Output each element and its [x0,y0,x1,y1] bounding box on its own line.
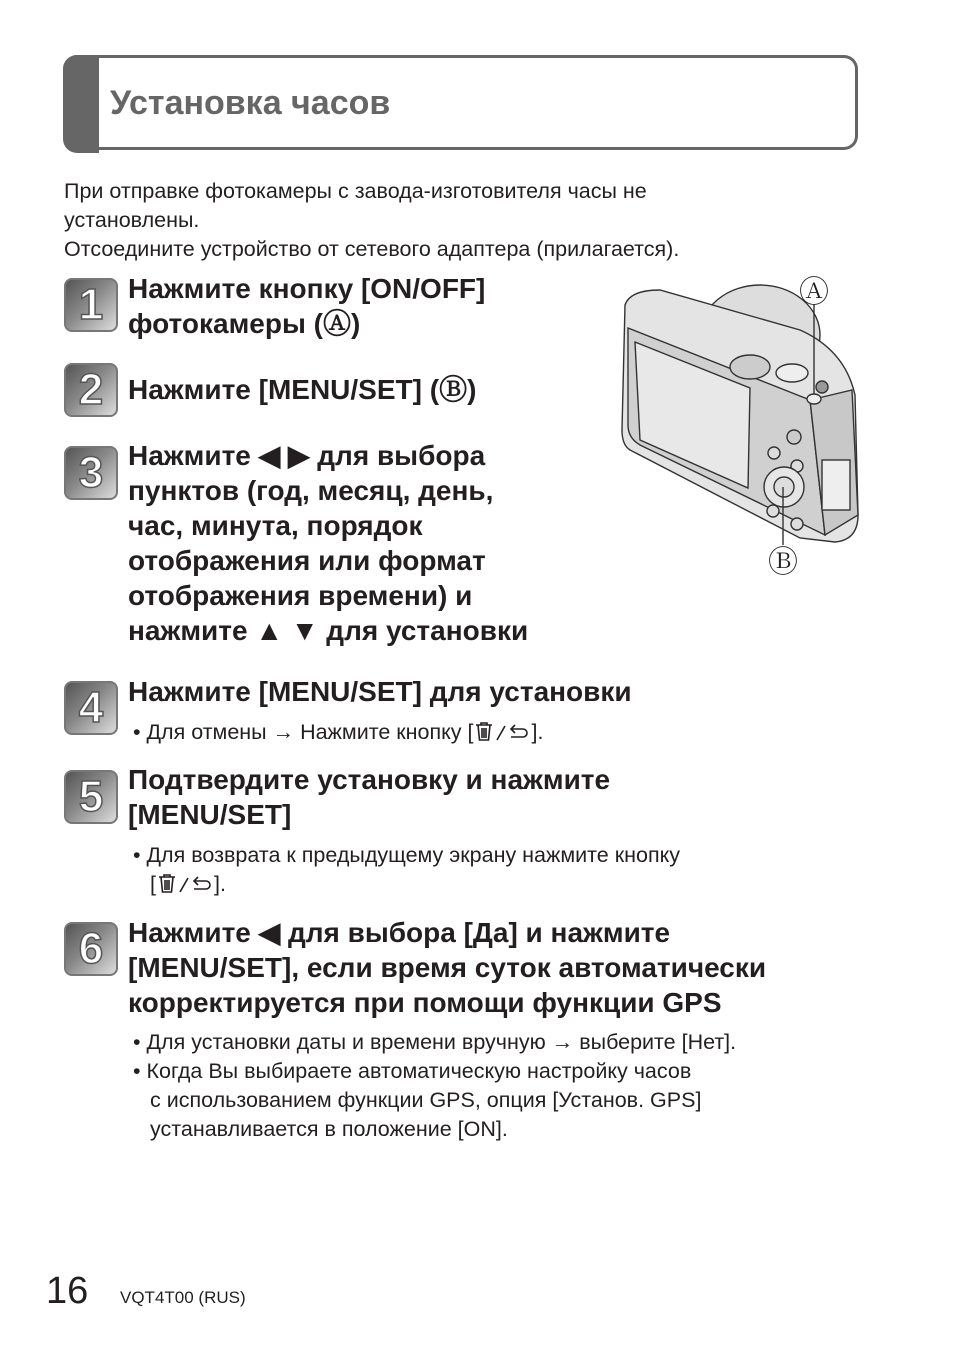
step-line: Нажмите кнопку [ON/OFF] [128,273,486,304]
bullet-text: • Для возврата к предыдущему экрану нажмите кнопку [133,843,680,867]
step-number: 1 [78,280,104,329]
step-3-heading [128,438,528,648]
page-title: Установка часов [110,84,391,122]
intro-line: Отсоедините устройство от сетевого адаптера (прилагается). [64,237,680,261]
step-line: пунктов (год, месяц, день, [128,475,494,506]
camera-illustration [600,270,880,580]
label-a: Ⓐ [799,275,829,310]
label-b: Ⓑ [768,545,798,580]
bullet-text: • Когда Вы выбираете автоматическую настройку часов [133,1059,692,1083]
step-line: нажмите ▲ ▼ для установки [128,615,529,646]
step-number: 6 [78,924,104,973]
step-5-heading [128,762,610,832]
step-line: Нажмите [MENU/SET] (Ⓑ) [128,374,477,405]
step-line: Нажмите ◀ ▶ для выбора [128,440,486,471]
step-4-badge [64,681,118,735]
bullet-text: с использованием функции GPS, опция [Установ. GPS] [150,1088,702,1112]
step-1-badge [64,278,118,332]
step-line: корректируется при помощи функции GPS [128,987,722,1018]
step-line: отображения или формат [128,545,486,576]
step-1-heading [128,271,485,341]
page-number: 16 [46,1270,89,1312]
step-2-badge [64,363,118,417]
step-6-heading [128,915,766,1020]
step-2-heading [128,372,476,407]
step-5-notes [133,841,680,899]
step-line: Нажмите [MENU/SET] для установки [128,676,632,707]
step-line: Нажмите ◀ для выбора [Да] и нажмите [128,917,671,948]
step-5-badge [64,770,118,824]
delete-return-icon [473,720,531,742]
step-3-badge [64,446,118,500]
step-number: 3 [78,448,104,497]
step-number: 2 [78,365,104,414]
document-code: VQT4T00 (RUS) [120,1288,246,1307]
step-number: 4 [78,683,104,732]
step-6-badge [64,922,118,976]
step-line: Подтвердите установку и нажмите [128,764,611,795]
step-4-notes [133,718,543,747]
step-line: фотокамеры (Ⓐ) [128,308,361,339]
step-line: час, минута, порядок [128,510,423,541]
bullet-text: [ [150,872,156,896]
step-line: [MENU/SET] [128,799,292,830]
intro-text [64,177,864,264]
delete-return-icon [156,872,214,894]
bullet-text: • Для установки даты и времени вручную → выберите [Нет]. [133,1030,737,1054]
bullet-text: устанавливается в положение [ON]. [150,1117,508,1141]
step-line: отображения времени) и [128,580,473,611]
step-number: 5 [78,772,104,821]
step-line: [MENU/SET], если время суток автоматически [128,952,767,983]
step-6-notes [133,1028,736,1144]
bullet-text: ]. [213,872,226,896]
step-4-heading [128,674,632,709]
intro-line: установлены. [64,208,200,232]
intro-line: При отправке фотокамеры с завода-изготовителя часы не [64,179,647,203]
bullet-text: ]. [531,720,544,744]
bullet-text: • Для отмены → Нажмите кнопку [ [133,720,474,744]
